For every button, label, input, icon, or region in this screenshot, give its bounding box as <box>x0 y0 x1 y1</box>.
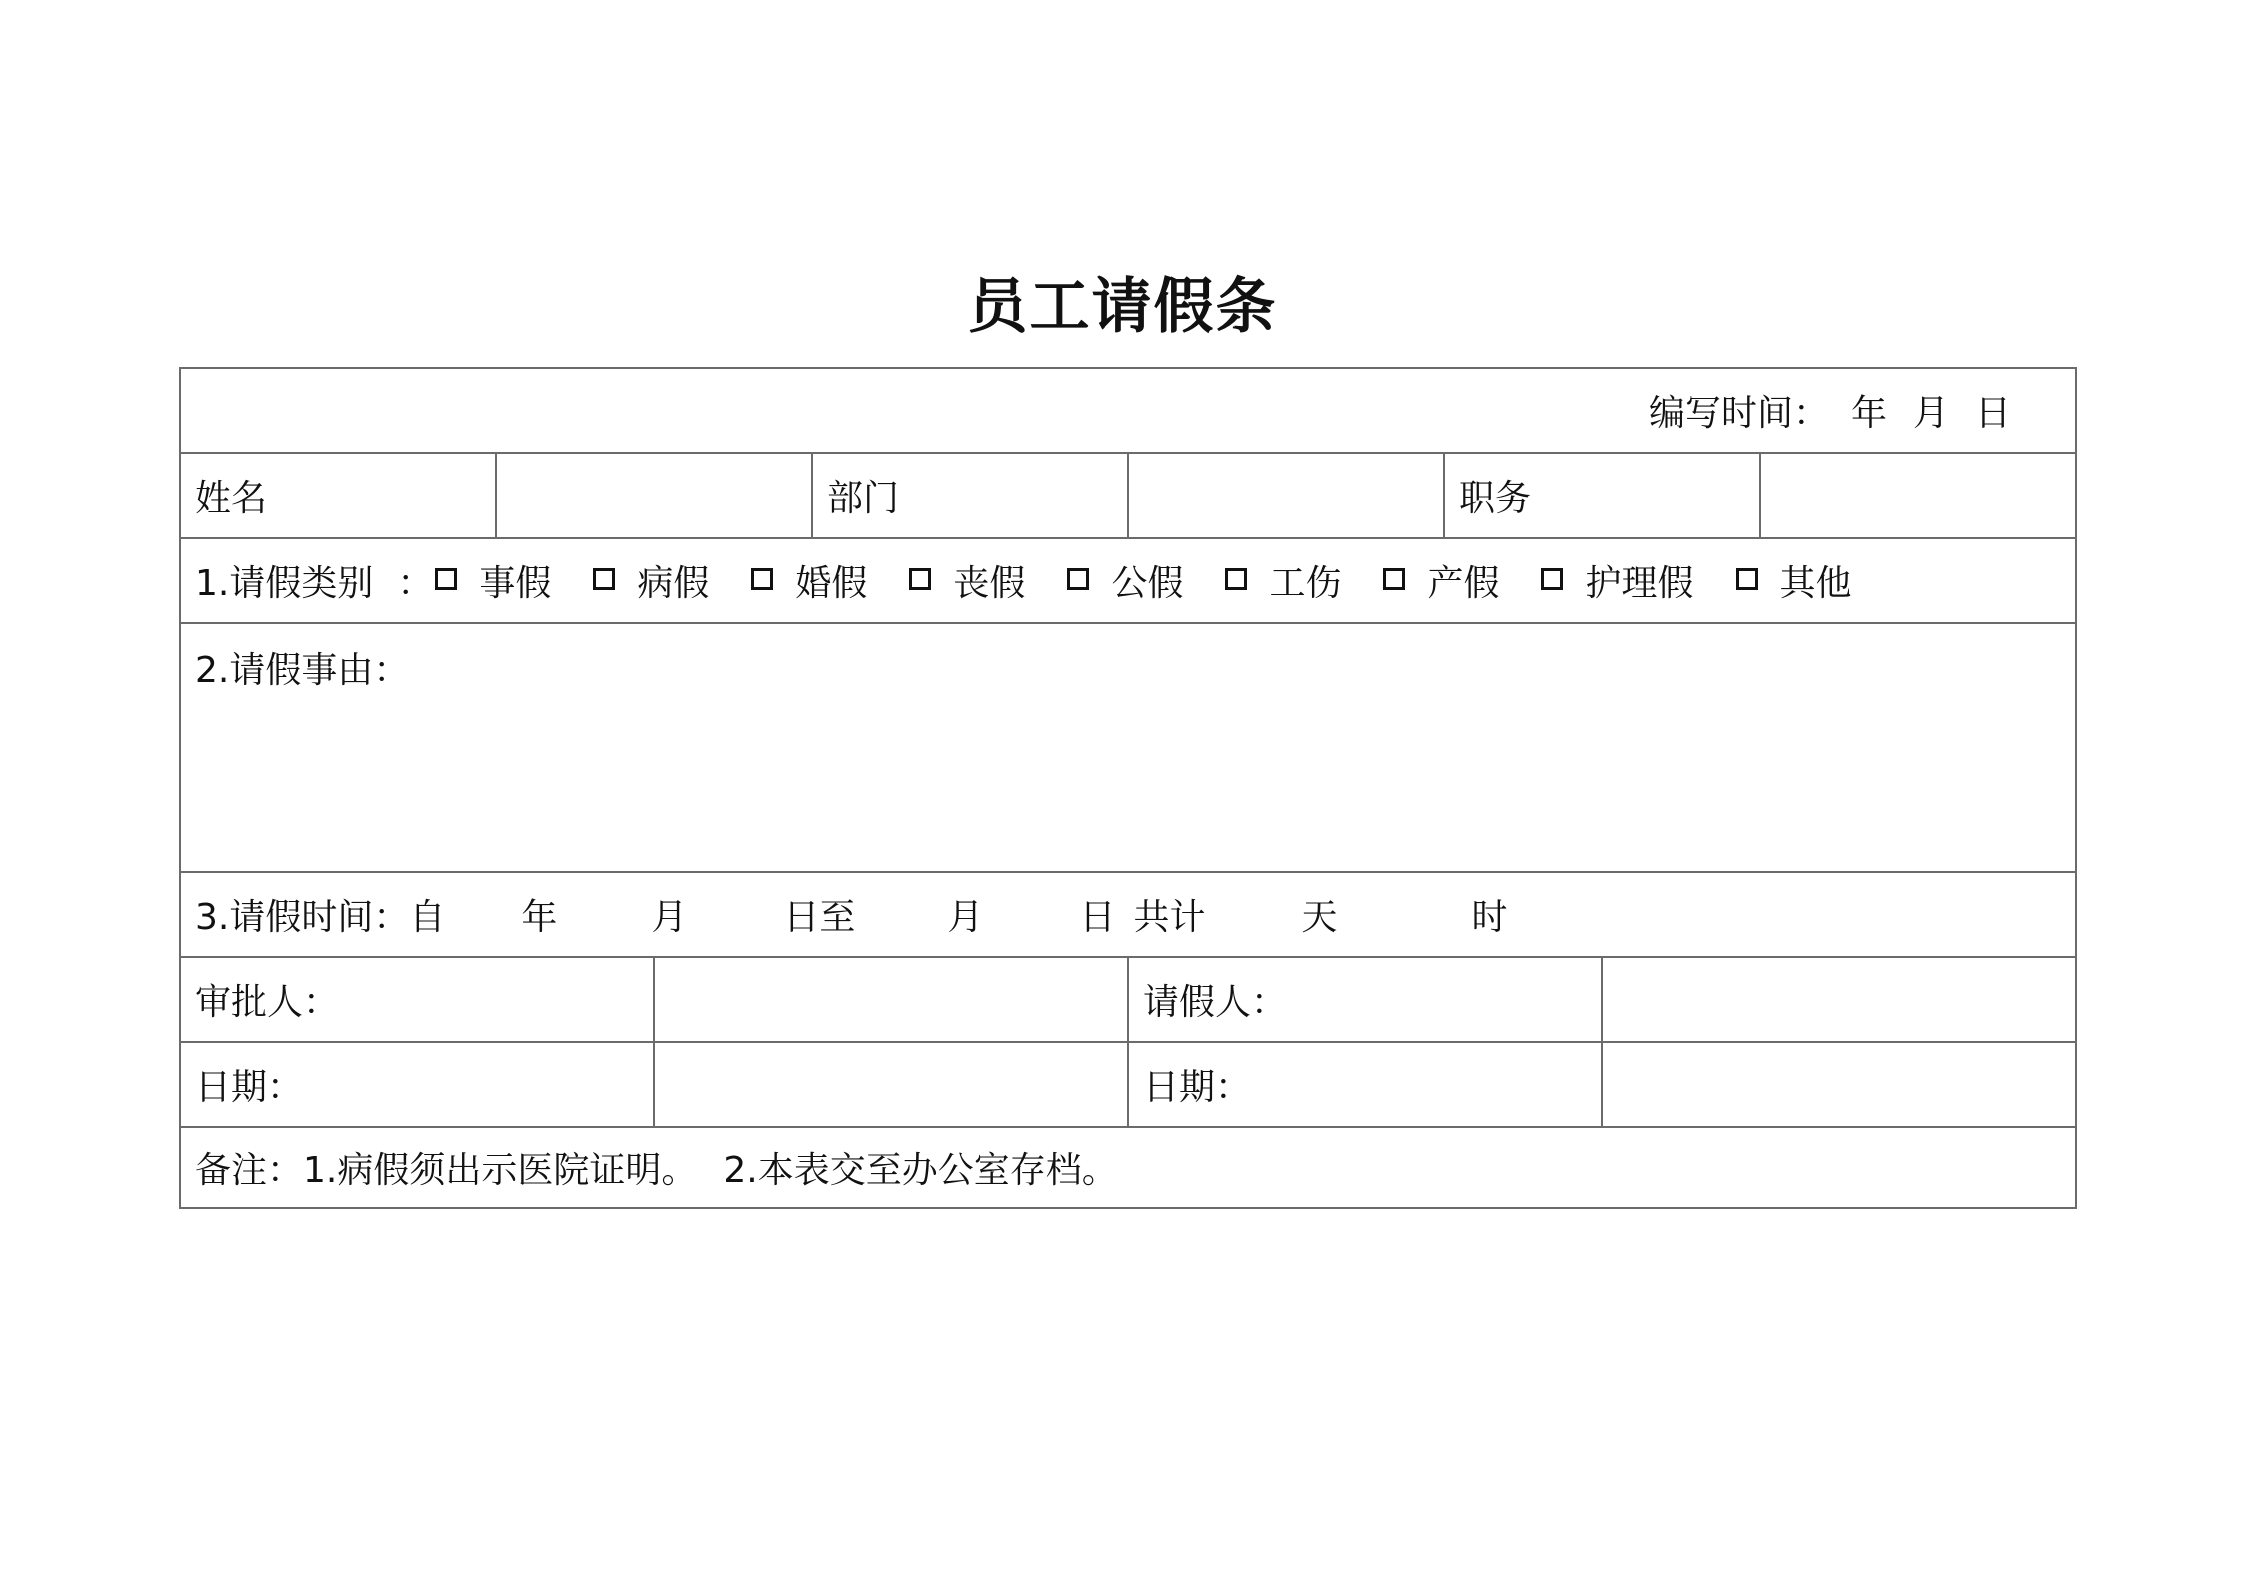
checkbox-icon[interactable] <box>751 568 773 590</box>
checkbox-icon[interactable] <box>1225 568 1247 590</box>
option-marriage[interactable]: 婚假 <box>751 555 867 606</box>
checkbox-icon[interactable] <box>1541 568 1563 590</box>
leave-time-total: 共计 <box>1133 897 1206 938</box>
notes-item-2: 2.本表交至办公室存档。 <box>723 1150 1118 1191</box>
leave-type-label: 1.请假类别 <box>195 563 374 604</box>
leave-time-month1: 月 <box>651 897 688 938</box>
leave-time-label: 3.请假时间： <box>195 897 410 938</box>
checkbox-icon[interactable] <box>435 568 457 590</box>
notes-cell <box>181 1128 2075 1207</box>
leave-time-row <box>181 873 2075 958</box>
option-work-injury[interactable]: 工伤 <box>1225 555 1341 606</box>
fill-date-month: 月 <box>1912 393 1949 434</box>
applicant-date-field[interactable] <box>1603 1043 2077 1126</box>
fill-date-label: 编写时间： <box>1648 393 1829 434</box>
name-field[interactable] <box>497 454 813 537</box>
leave-time-days: 天 <box>1301 897 1338 938</box>
leave-time-day2: 日 <box>1079 897 1116 938</box>
checkbox-icon[interactable] <box>593 568 615 590</box>
position-field[interactable] <box>1761 454 2077 537</box>
position-label: 职务 <box>1445 454 1761 537</box>
leave-time-day-to: 日至 <box>783 897 856 938</box>
notes-row <box>181 1128 2075 1207</box>
leave-type-colon: ： <box>397 563 434 604</box>
approver-date-field[interactable] <box>655 1043 1129 1126</box>
checkbox-icon[interactable] <box>909 568 931 590</box>
option-personal[interactable]: 事假 <box>435 555 551 606</box>
leave-time-year: 年 <box>521 897 558 938</box>
dept-label: 部门 <box>813 454 1129 537</box>
reason-field[interactable] <box>181 624 2075 871</box>
leave-time-from: 自 <box>409 897 446 938</box>
approver-field[interactable] <box>655 958 1129 1041</box>
applicant-label: 请假人： <box>1129 958 1603 1041</box>
applicant-field[interactable] <box>1603 958 2077 1041</box>
info-row <box>181 454 2075 539</box>
leave-time-month2: 月 <box>947 897 984 938</box>
approver-date-label: 日期： <box>181 1043 655 1126</box>
notes-item-1: 1.病假须出示医院证明。 <box>303 1150 698 1191</box>
leave-time-cell <box>181 873 2075 956</box>
checkbox-icon[interactable] <box>1736 568 1758 590</box>
notes-label: 备注： <box>195 1150 304 1191</box>
applicant-date-label: 日期： <box>1129 1043 1603 1126</box>
approver-label: 审批人： <box>181 958 655 1041</box>
option-other[interactable]: 其他 <box>1736 555 1852 606</box>
reason-label: 2.请假事由： <box>195 650 410 691</box>
form-title: 员工请假条 <box>967 272 1278 342</box>
dept-field[interactable] <box>1129 454 1445 537</box>
fill-date <box>181 369 2075 452</box>
checkbox-icon[interactable] <box>1383 568 1405 590</box>
name-label: 姓名 <box>181 454 497 537</box>
option-nursing[interactable]: 护理假 <box>1541 555 1693 606</box>
approval-row <box>181 958 2075 1043</box>
option-sick[interactable]: 病假 <box>593 555 709 606</box>
leave-time-hours: 时 <box>1471 897 1508 938</box>
option-maternity[interactable]: 产假 <box>1383 555 1499 606</box>
fill-date-day: 日 <box>1974 393 2011 434</box>
checkbox-icon[interactable] <box>1067 568 1089 590</box>
leave-type-row <box>181 539 2075 624</box>
fill-date-year: 年 <box>1850 393 1887 434</box>
leave-type-cell <box>181 539 2075 622</box>
header-row <box>181 369 2075 454</box>
leave-form <box>179 367 2077 1209</box>
date-row <box>181 1043 2075 1128</box>
option-bereavement[interactable]: 丧假 <box>909 555 1025 606</box>
option-official[interactable]: 公假 <box>1067 555 1183 606</box>
reason-row <box>181 624 2075 873</box>
